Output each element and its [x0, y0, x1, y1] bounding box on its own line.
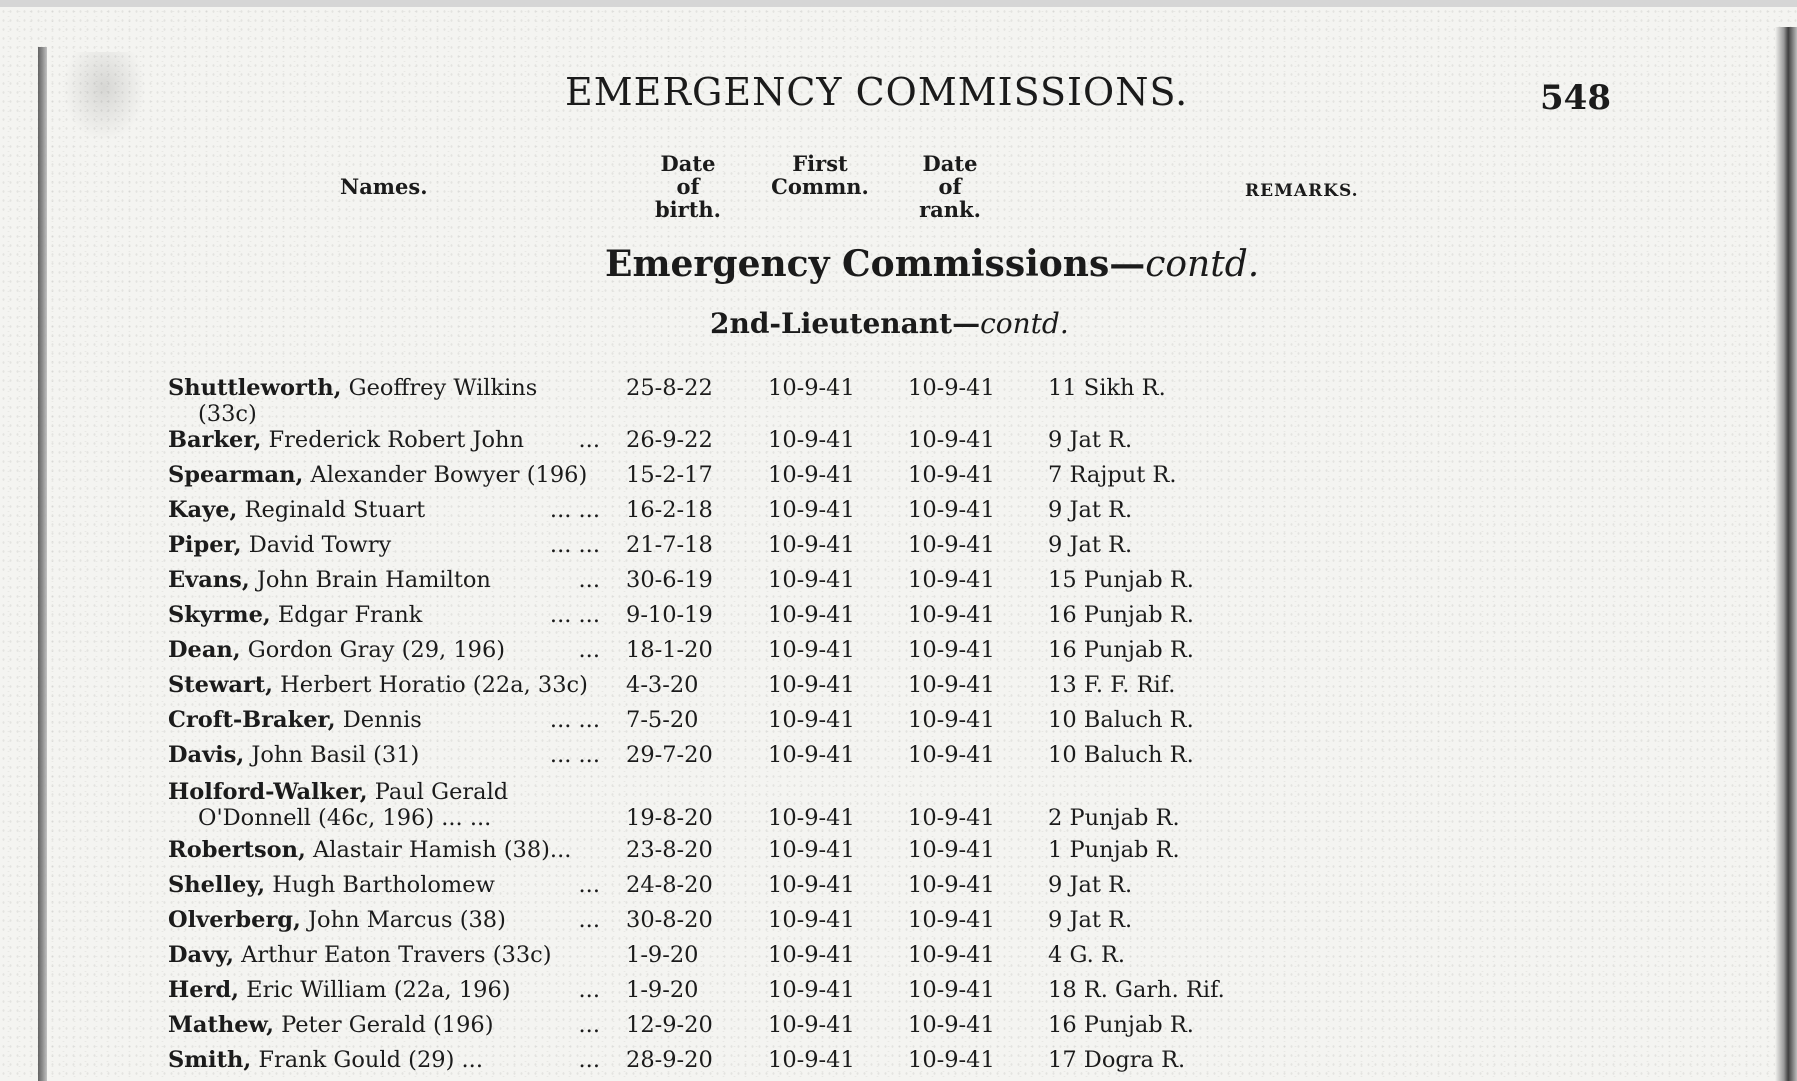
officer-given-names: Hugh Bartholomew: [265, 872, 495, 898]
first-commission-date: 10-9-41: [768, 872, 855, 898]
column-header-date-of-birth: Date of birth.: [654, 151, 721, 222]
date-of-birth: 9-10-19: [626, 602, 713, 628]
regiment-remark: 9 Jat R.: [1048, 907, 1133, 933]
first-commission-date: 10-9-41: [768, 837, 855, 863]
officer-name: [168, 567, 600, 593]
date-of-birth: 30-8-20: [626, 907, 713, 933]
officer-name: [168, 942, 600, 968]
name-line: [168, 837, 571, 863]
regiment-remark: 11 Sikh R.: [1048, 375, 1166, 401]
officer-surname: Robertson,: [168, 837, 306, 863]
regiment-remark: 16 Punjab R.: [1048, 1012, 1194, 1038]
officer-given-names: David Towry: [241, 532, 392, 558]
officer-surname: Dean,: [168, 637, 241, 663]
leader-dots: ...: [578, 1012, 600, 1038]
date-of-rank: 10-9-41: [908, 707, 995, 733]
date-of-rank: 10-9-41: [908, 742, 995, 768]
regiment-remark: 16 Punjab R.: [1048, 602, 1194, 628]
date-of-rank: 10-9-41: [908, 977, 995, 1003]
name-line: [168, 907, 506, 933]
regiment-remark: 15 Punjab R.: [1048, 567, 1194, 593]
date-of-birth: 23-8-20: [626, 837, 713, 863]
officer-surname: Herd,: [168, 977, 239, 1003]
first-commission-date: 10-9-41: [768, 1012, 855, 1038]
name-line: [168, 427, 524, 453]
column-header-names: Names.: [340, 174, 428, 199]
date-of-rank: 10-9-41: [908, 567, 995, 593]
first-commission-date: 10-9-41: [768, 977, 855, 1003]
date-of-birth: 1-9-20: [626, 977, 699, 1003]
officer-name: [168, 837, 600, 863]
regiment-remark: 9 Jat R.: [1048, 872, 1133, 898]
page-number: 548: [1540, 78, 1611, 118]
officer-name: [168, 497, 600, 523]
officer-surname: Kaye,: [168, 497, 238, 523]
regiment-remark: 9 Jat R.: [1048, 497, 1133, 523]
date-of-birth: 4-3-20: [626, 672, 699, 698]
officer-name: [168, 779, 600, 831]
first-commission-date: 10-9-41: [768, 1047, 855, 1073]
officer-given-names: Arthur Eaton Travers (33c): [233, 942, 552, 968]
section-title: Emergency Commissions—contd.: [605, 243, 1260, 285]
scan-smudge: [62, 52, 146, 142]
first-commission-date: 10-9-41: [768, 637, 855, 663]
name-line: [168, 742, 419, 768]
date-of-rank: 10-9-41: [908, 602, 995, 628]
leader-dots: ...: [578, 872, 600, 898]
officer-surname: Stewart,: [168, 672, 273, 698]
regiment-remark: 7 Rajput R.: [1048, 462, 1177, 488]
officer-name: [168, 742, 600, 768]
leader-dots: ...: [578, 637, 600, 663]
officer-surname: Spearman,: [168, 462, 304, 488]
first-commission-date: 10-9-41: [768, 742, 855, 768]
name-line: [168, 1012, 494, 1038]
regiment-remark: 18 R. Garh. Rif.: [1048, 977, 1225, 1003]
first-commission-date: 10-9-41: [768, 567, 855, 593]
officer-surname: Croft-Braker,: [168, 707, 336, 733]
date-of-rank: 10-9-41: [908, 462, 995, 488]
date-of-rank: 10-9-41: [908, 907, 995, 933]
officer-name: [168, 1047, 600, 1073]
officer-name: [168, 462, 600, 488]
regiment-remark: 9 Jat R.: [1048, 427, 1133, 453]
officer-name: [168, 672, 600, 698]
name-line: [168, 779, 508, 805]
officer-given-names: Frederick Robert John: [261, 427, 525, 453]
leader-dots: ...: [578, 1047, 600, 1073]
date-of-birth: 24-8-20: [626, 872, 713, 898]
first-commission-date: 10-9-41: [768, 427, 855, 453]
name-line: [168, 707, 422, 733]
officer-given-names: Paul Gerald: [367, 779, 509, 805]
officer-name-continuation: O'Donnell (46c, 196) ... ...: [198, 805, 492, 831]
regiment-remark: 16 Punjab R.: [1048, 637, 1194, 663]
name-line: [168, 872, 495, 898]
date-of-birth: 15-2-17: [626, 462, 713, 488]
page-right-edge: [1775, 27, 1797, 1081]
officer-surname: Barker,: [168, 427, 262, 453]
officer-given-names: Frank Gould (29) ...: [251, 1047, 483, 1073]
date-of-rank: 10-9-41: [908, 837, 995, 863]
regiment-remark: 10 Baluch R.: [1048, 742, 1194, 768]
officer-name: [168, 707, 600, 733]
date-of-rank: 10-9-41: [908, 427, 995, 453]
first-commission-date: 10-9-41: [768, 907, 855, 933]
officer-name: [168, 977, 600, 1003]
officer-surname: Davis,: [168, 742, 245, 768]
officer-name: [168, 532, 600, 558]
officer-given-names: Herbert Horatio (22a, 33c): [273, 672, 588, 698]
officer-surname: Smith,: [168, 1047, 252, 1073]
name-line: [168, 375, 537, 401]
regiment-remark: 4 G. R.: [1048, 942, 1126, 968]
regiment-remark: 2 Punjab R.: [1048, 805, 1180, 831]
date-of-rank: 10-9-41: [908, 1047, 995, 1073]
date-of-rank: 10-9-41: [908, 805, 995, 831]
date-of-birth: 18-1-20: [626, 637, 713, 663]
officer-surname: Olverberg,: [168, 907, 301, 933]
first-commission-date: 10-9-41: [768, 375, 855, 401]
name-line: [168, 1047, 483, 1073]
name-line: [168, 602, 422, 628]
date-of-birth: 26-9-22: [626, 427, 713, 453]
officer-surname: Shelley,: [168, 872, 266, 898]
date-of-rank: 10-9-41: [908, 375, 995, 401]
officer-given-names: Eric William (22a, 196): [239, 977, 511, 1003]
leader-dots: ...: [578, 427, 600, 453]
date-of-birth: 7-5-20: [626, 707, 699, 733]
date-of-rank: 10-9-41: [908, 532, 995, 558]
date-of-rank: 10-9-41: [908, 1012, 995, 1038]
first-commission-date: 10-9-41: [768, 707, 855, 733]
name-line: [168, 532, 391, 558]
officer-name: [168, 375, 600, 427]
column-header-remarks: REMARKS.: [1245, 181, 1359, 201]
first-commission-date: 10-9-41: [768, 532, 855, 558]
name-line: [168, 942, 552, 968]
first-commission-date: 10-9-41: [768, 942, 855, 968]
column-header-first-commn: First Commn.: [771, 151, 869, 199]
officer-name: [168, 427, 600, 453]
first-commission-date: 10-9-41: [768, 462, 855, 488]
name-line: [168, 567, 491, 593]
leader-dots: ...: [578, 567, 600, 593]
date-of-birth: 25-8-22: [626, 375, 713, 401]
officer-given-names: John Marcus (38): [300, 907, 506, 933]
leader-dots: ... ...: [549, 532, 600, 558]
first-commission-date: 10-9-41: [768, 672, 855, 698]
date-of-rank: 10-9-41: [908, 942, 995, 968]
page-title: EMERGENCY COMMISSIONS.: [565, 70, 1189, 114]
date-of-rank: 10-9-41: [908, 637, 995, 663]
date-of-rank: 10-9-41: [908, 872, 995, 898]
name-line: [168, 462, 587, 488]
first-commission-date: 10-9-41: [768, 602, 855, 628]
officer-given-names: Geoffrey Wilkins: [341, 375, 538, 401]
leader-dots: ... ...: [549, 497, 600, 523]
top-border: [0, 0, 1797, 7]
leader-dots: ...: [578, 977, 600, 1003]
officer-surname: Shuttleworth,: [168, 375, 342, 401]
date-of-birth: 28-9-20: [626, 1047, 713, 1073]
first-commission-date: 10-9-41: [768, 805, 855, 831]
officer-given-names: Alexander Bowyer (196): [303, 462, 588, 488]
officer-surname: Skyrme,: [168, 602, 271, 628]
name-line: [168, 497, 425, 523]
leader-dots: ... ...: [549, 707, 600, 733]
regiment-remark: 13 F. F. Rif.: [1048, 672, 1176, 698]
date-of-birth: 1-9-20: [626, 942, 699, 968]
regiment-remark: 17 Dogra R.: [1048, 1047, 1186, 1073]
binding-gutter: [38, 47, 47, 1081]
leader-dots: ... ...: [549, 742, 600, 768]
officer-name: [168, 602, 600, 628]
section-subtitle: 2nd-Lieutenant—contd.: [710, 307, 1069, 340]
officer-given-names: Dennis: [335, 707, 422, 733]
officer-name: [168, 637, 600, 663]
name-line: [168, 637, 505, 663]
date-of-birth: 12-9-20: [626, 1012, 713, 1038]
regiment-remark: 1 Punjab R.: [1048, 837, 1180, 863]
date-of-rank: 10-9-41: [908, 497, 995, 523]
officer-given-names: Edgar Frank: [270, 602, 423, 628]
name-line: [168, 672, 588, 698]
date-of-birth: 30-6-19: [626, 567, 713, 593]
officer-given-names: John Brain Hamilton: [249, 567, 491, 593]
officer-given-names: Gordon Gray (29, 196): [240, 637, 506, 663]
regiment-remark: 10 Baluch R.: [1048, 707, 1194, 733]
first-commission-date: 10-9-41: [768, 497, 855, 523]
officer-given-names: Alastair Hamish (38)...: [305, 837, 572, 863]
officer-given-names: Peter Gerald (196): [273, 1012, 494, 1038]
officer-name: [168, 1012, 600, 1038]
regiment-remark: 9 Jat R.: [1048, 532, 1133, 558]
officer-surname: Evans,: [168, 567, 250, 593]
officer-name: [168, 907, 600, 933]
leader-dots: ... ...: [549, 602, 600, 628]
officer-surname: Holford-Walker,: [168, 779, 368, 805]
officer-given-names: Reginald Stuart: [237, 497, 426, 523]
column-header-date-of-rank: Date of rank.: [919, 151, 981, 222]
leader-dots: ...: [578, 907, 600, 933]
date-of-birth: 29-7-20: [626, 742, 713, 768]
date-of-birth: 19-8-20: [626, 805, 713, 831]
officer-given-names: John Basil (31): [244, 742, 420, 768]
date-of-rank: 10-9-41: [908, 672, 995, 698]
officer-name-continuation: (33c): [198, 401, 257, 427]
date-of-birth: 16-2-18: [626, 497, 713, 523]
officer-surname: Davy,: [168, 942, 234, 968]
name-line: [168, 977, 511, 1003]
officer-name: [168, 872, 600, 898]
officer-surname: Piper,: [168, 532, 242, 558]
officer-surname: Mathew,: [168, 1012, 274, 1038]
date-of-birth: 21-7-18: [626, 532, 713, 558]
